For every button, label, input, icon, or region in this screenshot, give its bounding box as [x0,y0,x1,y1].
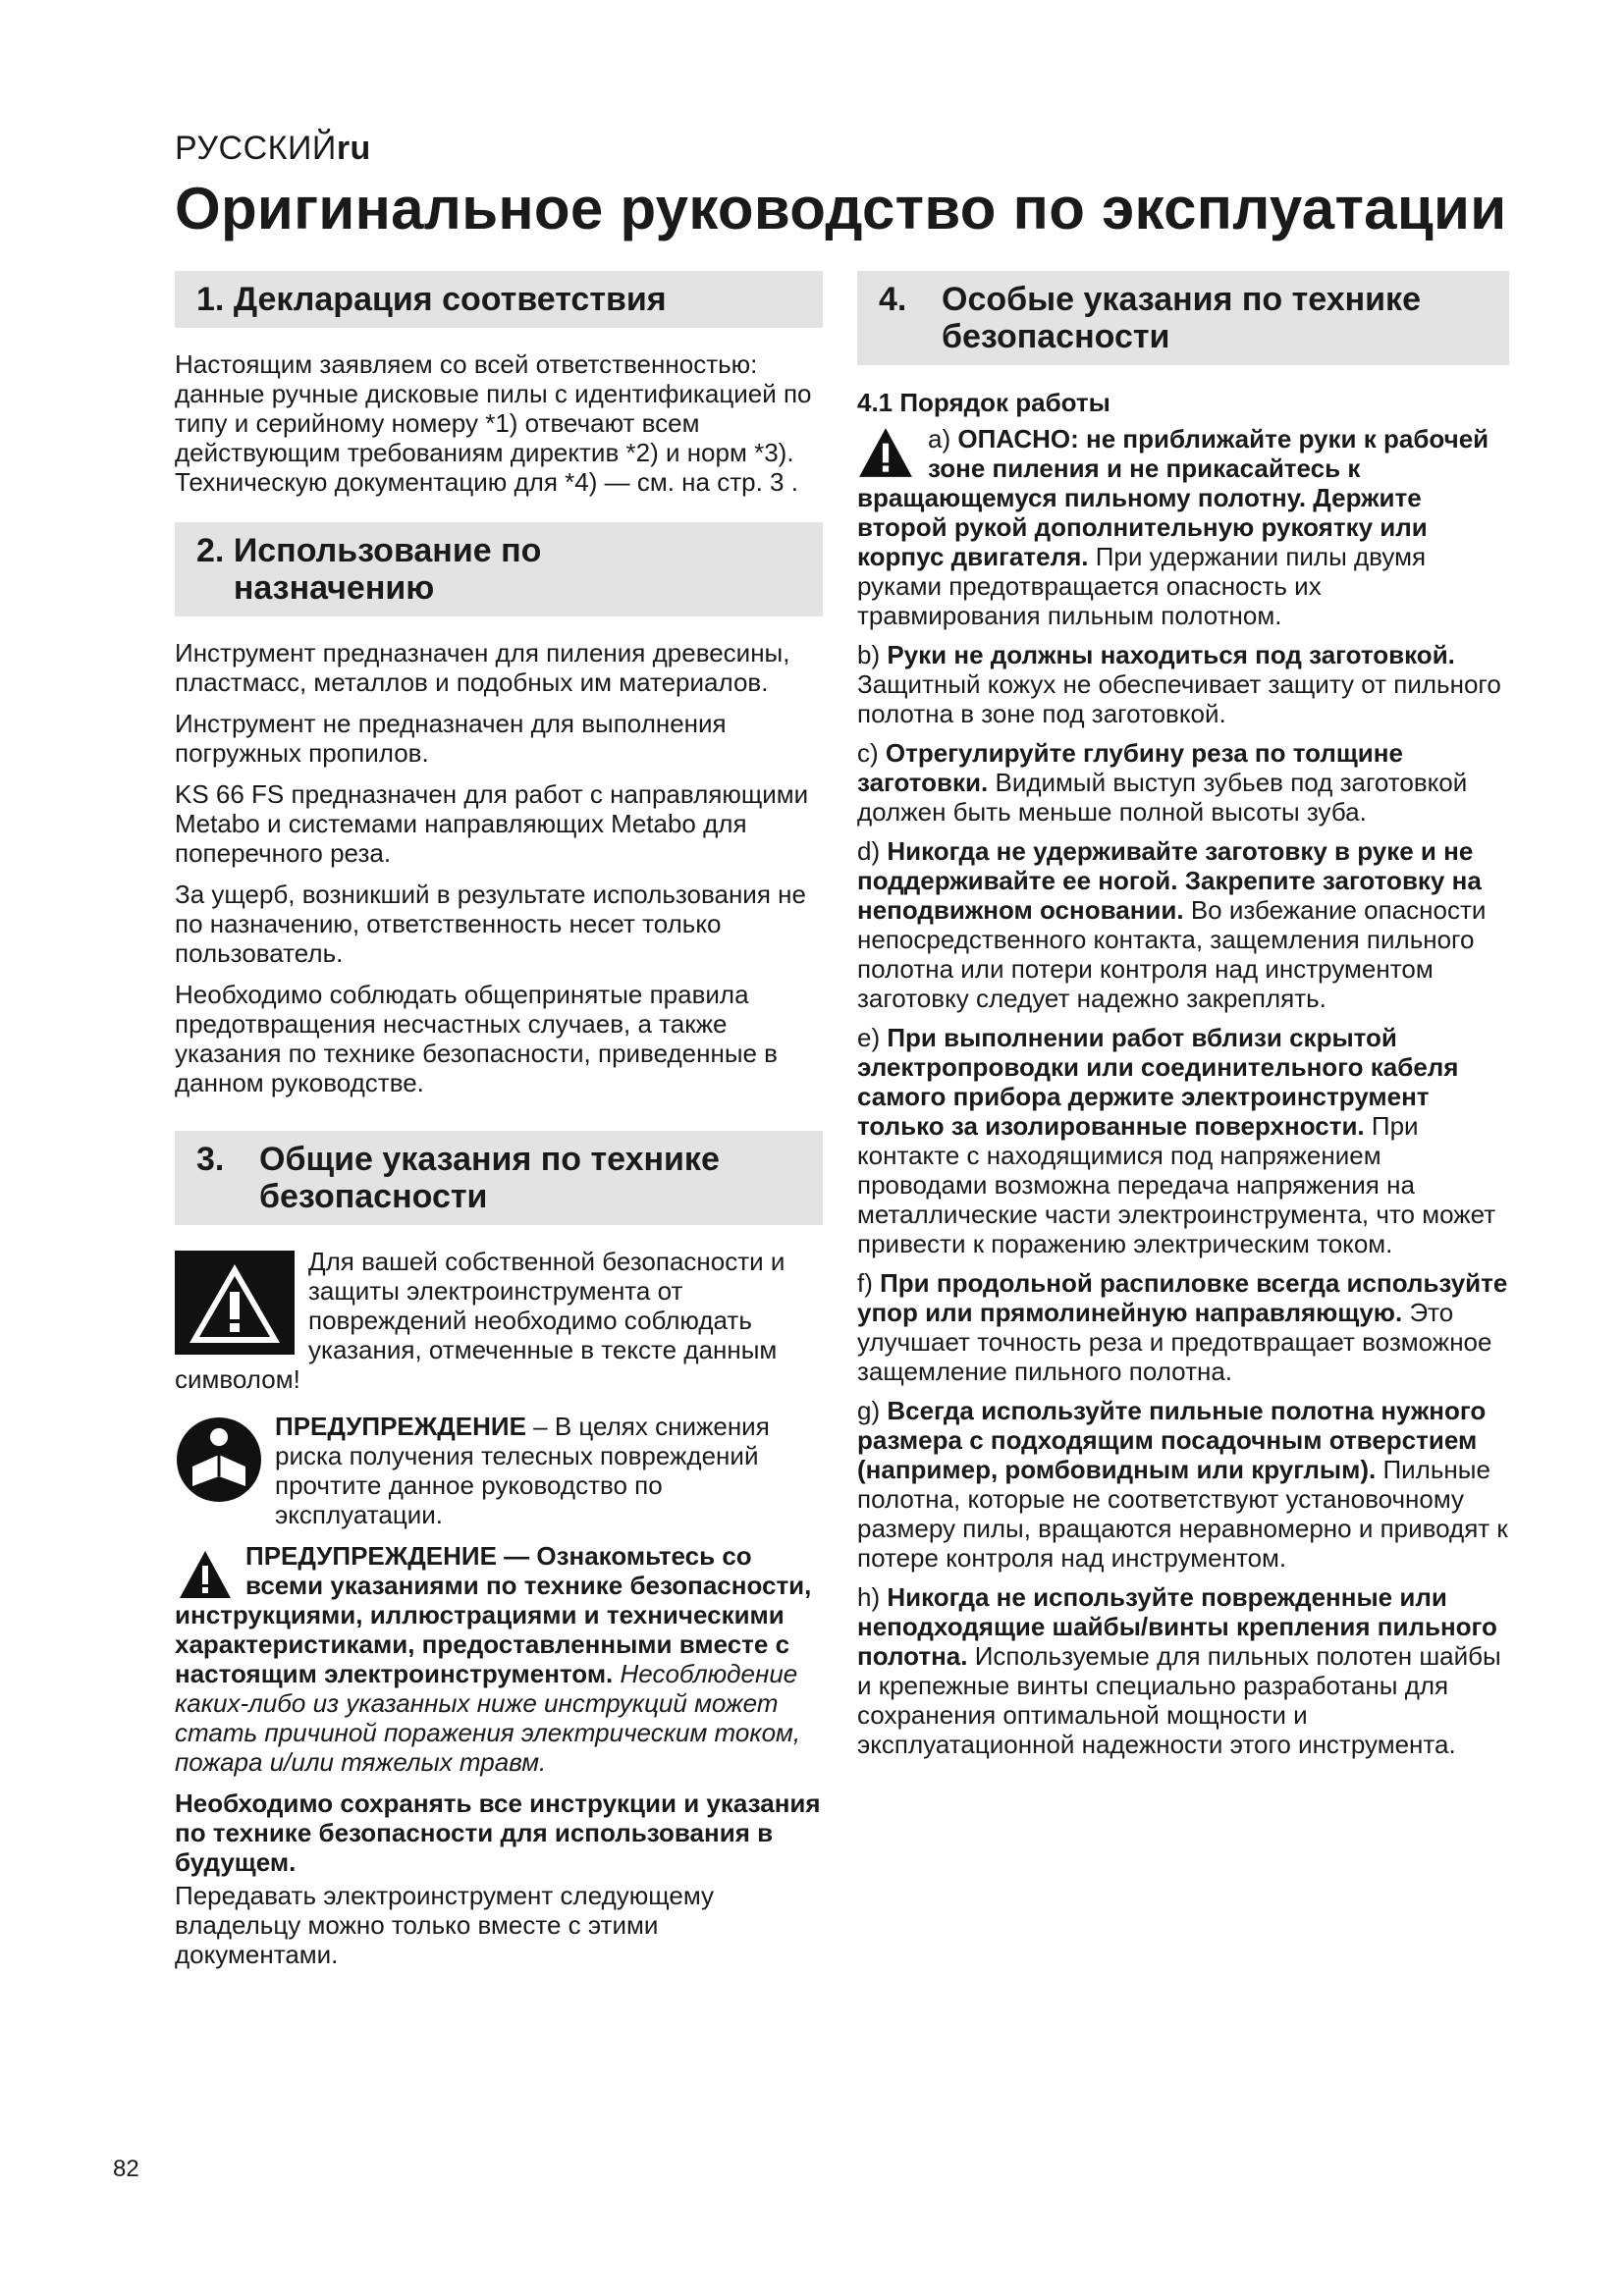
safety-item-bold: Отрегулируйте глубину реза по толщине заготовки. [857,738,1403,797]
safety-item [857,640,1509,728]
read-manual-body: – В целях снижения риска получения телесных повреждений прочтите данное руководство по эксплуатации. [275,1412,770,1529]
safety-item-letter: f) [857,1268,881,1298]
safety-item [857,1023,1509,1258]
safety-item-bold: ОПАСНО: не приближайте руки к рабочей зоне пиления и не прикасайтесь к вращающемуся пильному полотну. Держите второй рукой дополнительную рукоятку или корпус двигателя. [857,424,1489,571]
safety-item-letter: c) [857,738,886,768]
safety-item-text: Защитный кожух не обеспечивает защиту от пильного полотна в зоне под заготовкой. [857,669,1501,728]
safety-item-text: Пильные полотна, которые не соответствуют установочному размеру пилы, вращаются неравномерно и приводят к потере контроля над инструментом. [857,1455,1508,1573]
warning-label: ПРЕДУПРЕЖДЕНИЕ [275,1412,526,1441]
section-1-title: Декларация соответствия [233,281,667,318]
section-3-header [175,1131,823,1225]
safety-item-letter: h) [857,1582,888,1612]
section-1-header [175,271,823,328]
section-4-header [857,271,1509,365]
section-2-number: 2. [196,532,225,569]
section-1-number: 1. [196,281,225,318]
read-manual-icon [175,1415,263,1504]
safety-item [857,836,1509,1013]
read-manual-warning [175,1412,823,1541]
safety-item-text: При контакте с находящимися под напряжением проводами возможна передача напряжения на металлические части электроинструмента, что может привести к поражению электрическим током. [857,1111,1496,1258]
page-title: Оригинальное руководство по эксплуатации [175,176,1507,241]
safety-item [857,1582,1509,1759]
safety-item [857,1396,1509,1573]
left-column [175,271,823,1981]
safety-item-letter: g) [857,1396,888,1425]
general-warning-italic: Несоблюдение каких-либо из указанных ниже инструкций может стать причиной поражения электрическим током, пожара и/или тяжелых травм. [175,1659,801,1777]
safety-item [857,424,1509,630]
safety-item-text: При удержании пилы двумя руками предотвращается опасность их травмирования пильным полотном. [857,542,1427,630]
language-word: РУССКИЙ [175,130,337,167]
section-2-paragraph: Инструмент предназначен для пиления древесины, пластмасс, металлов и подобных им материалов. [175,638,790,697]
subsection-title: 4.1 Порядок работы [857,388,1110,417]
safety-item-text: Используемые для пильных полотен шайбы и крепежные винты специально разработаны для сохранения оптимальной мощности и эксплуатационной надежности этого инструмента. [857,1641,1501,1759]
safety-item [857,1268,1509,1386]
safety-item-bold: При выполнении работ вблизи скрытой электропроводки или соединительного кабеля самого прибора держите электроинструмент только за изолированные поверхности. [857,1023,1459,1141]
safety-item-bold: Никогда не используйте поврежденные или неподходящие шайбы/винты крепления пильного полотна. [857,1582,1497,1671]
safety-item-text: Во избежание опасности непосредственного контакта, защемления пильного полотна или потери контроля над инструментом заготовку следует надежно закреплять. [857,895,1487,1013]
safety-symbol-block [175,1247,823,1402]
safety-item-bold: При продольной распиловке всегда используйте упор или прямолинейную направляющую. [857,1268,1508,1327]
warning-triangle-icon [175,1541,236,1600]
pass-on-text: Передавать электроинструмент следующему владельцу можно только вместе с этими документами. [175,1881,714,1969]
section-2-paragraph: KS 66 FS предназначен для работ с направляющими Metabo и системами направляющих Metabo для поперечного реза. [175,779,809,868]
safety-item-text: Это улучшает точность реза и предотвращает возможное защемление пильного полотна. [857,1298,1492,1386]
section-1-text: Настоящим заявляем со всей ответственностью: данные ручные дисковые пилы с идентификацией по типу и серийному номеру *1) отвечают всем действующим требованиям директив *2) и норм *3). Техническую документацию для *4) — см. на стр. 3 . [175,349,812,497]
section-2-paragraph: Необходимо соблюдать общепринятые правила предотвращения несчастных случаев, а также указания по технике безопасности, приведенные в данном руководстве. [175,980,778,1097]
safety-item-letter: d) [857,836,888,866]
section-2-title: Использование по назначению [233,532,542,607]
safety-item [857,738,1509,827]
section-4-number: 4. [879,281,907,318]
safety-item-text: Видимый выступ зубьев под заготовкой должен быть меньше полной высоты зуба. [857,768,1468,827]
warning-triangle-icon [175,1251,295,1355]
safety-item-letter: e) [857,1023,888,1052]
language-label [175,130,371,168]
safety-item-bold: Руки не должны находиться под заготовкой. [887,640,1455,669]
safety-item-letter: a) [928,424,958,454]
section-2-paragraph: Инструмент не предназначен для выполнения погружных пропилов. [175,709,727,768]
section-2-header [175,522,823,616]
safety-item-letter: b) [857,640,888,669]
section-2-paragraph: За ущерб, возникший в результате использования не по назначению, ответственность несет только пользователь. [175,880,806,968]
safety-items-list [857,424,1509,1759]
general-warning [175,1541,823,1777]
right-column [857,271,1509,1769]
section-3-title: Общие указания по технике безопасности [259,1141,720,1215]
safety-item-bold: Никогда не удерживайте заготовку в руке и не поддерживайте ее ногой. Закрепите заготовку на неподвижном основании. [857,836,1482,925]
section-3-number: 3. [196,1141,225,1178]
language-code: ru [336,130,371,167]
section-4-title: Особые указания по технике безопасности [942,281,1421,355]
keep-instructions-text: Необходимо сохранять все инструкции и указания по технике безопасности для использования в будущем. [175,1789,821,1877]
read-manual-text [175,1412,823,1529]
safety-symbol-text: Для вашей собственной безопасности и защиты электроинструмента от повреждений необходимо соблюдать указания, отмеченные в тексте данным символом! [175,1247,785,1394]
page-number: 82 [113,2156,139,2182]
general-warning-text [175,1541,823,1777]
safety-item-bold: Всегда используйте пильные полотна нужного размера с подходящим посадочным отверстием (например, ромбовидным или круглым). [857,1396,1487,1484]
warning-triangle-icon [857,426,918,483]
general-warning-bold: ПРЕДУПРЕЖДЕНИЕ — Ознакомьтесь со всеми указаниями по технике безопасности, инструкциями, иллюстрациями и техническими характеристиками, предоставленными вместе с настоящим электроинструментом. [175,1541,812,1688]
